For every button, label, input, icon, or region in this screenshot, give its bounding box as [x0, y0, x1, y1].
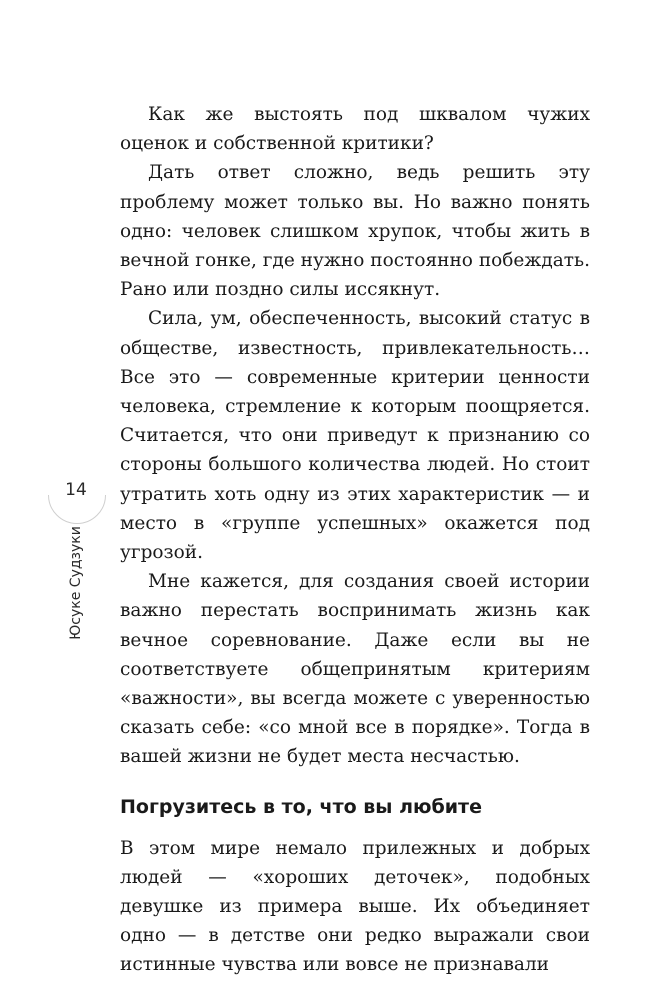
page-number: 14 [65, 480, 87, 500]
paragraph: В этом мире немало прилежных и добрых людей — «хороших деточек», подобных девушке из примера выше. Их объединяет одно — в детстве они редко выражали свои истинные чувства или вовсе не признавали [120, 837, 590, 976]
paragraph: Мне кажется, для создания своей истории важно перестать воспринимать жизнь как вечное соревнование. Даже если вы не соответствуете общепринятым критериям «важности», вы всегда можете с уверенностью сказать себе: «со мной все в порядке». Тогда в вашей жизни не будет места несчастью. [120, 571, 590, 768]
paragraph: Дать ответ сложно, ведь решить эту проблему может только вы. Но важно понять одно: человек слишком хрупок, чтобы жить в вечной гонке, где нужно постоянно побеждать. Рано или поздно силы иссякнут. [120, 162, 590, 301]
paragraph: Сила, ум, обеспеченность, высокий статус в обществе, известность, привлекательность… Все это — современные критерии ценности человека, стремление к которым поощряется. Считается, что они приведут к признанию со стороны большого количества людей. Но стоит утратить хоть одну из этих характеристик — и место в «группе успешных» окажется под угрозой. [120, 308, 590, 564]
section-heading: Погрузитесь в то, что вы любите [120, 795, 482, 818]
body-text [120, 100, 590, 980]
paragraph: Как же выстоять под шквалом чужих оценок и собственной критики? [120, 104, 590, 155]
running-head-author: Юсуке Судзуки [68, 526, 84, 640]
